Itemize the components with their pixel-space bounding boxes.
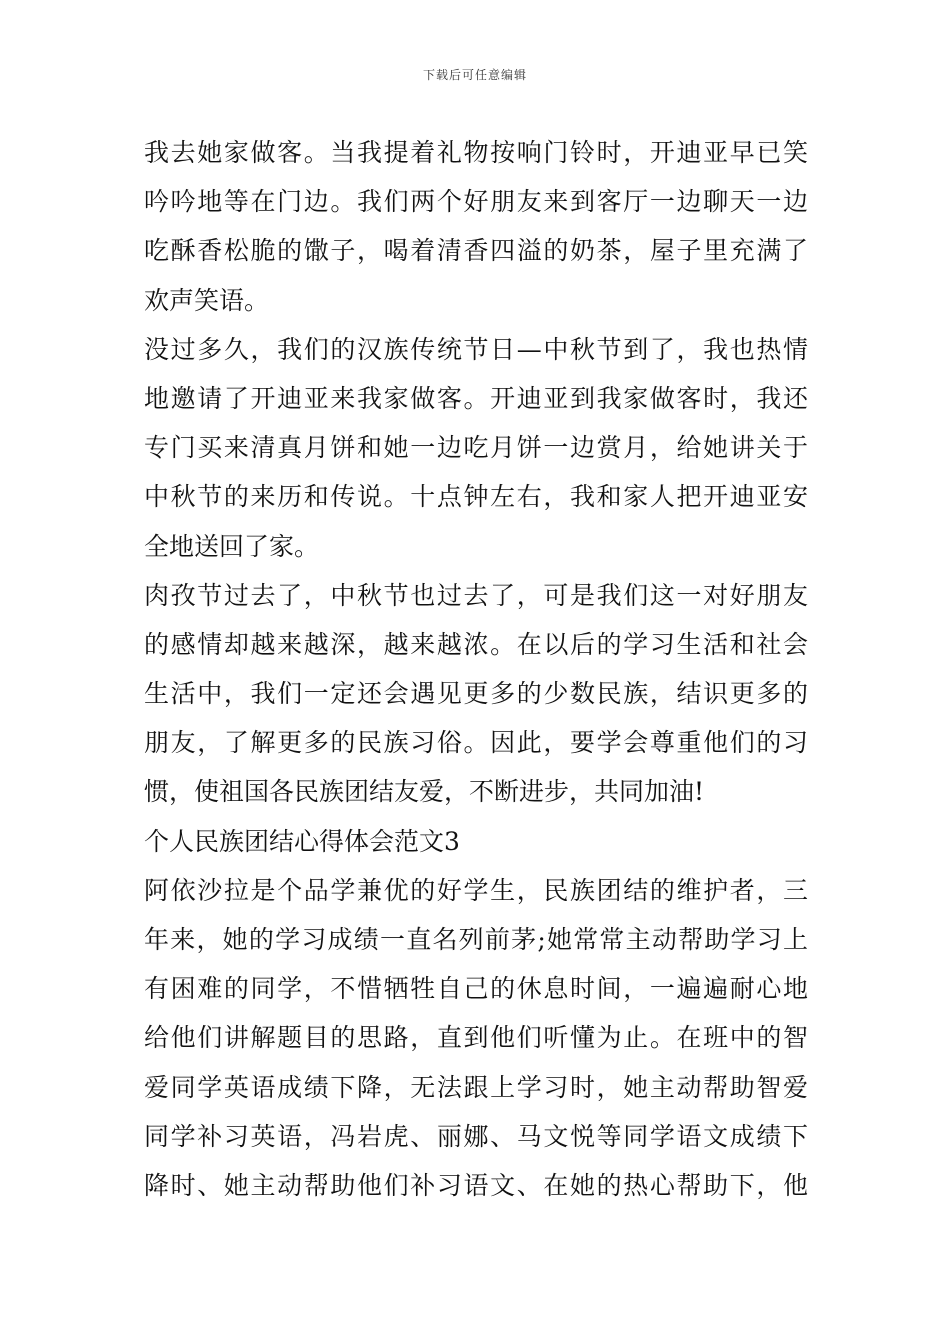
text-line: 的感情却越来越深，越来越浓。在以后的学习生活和社会 (144, 629, 808, 659)
paragraph-end-line: 全地送回了家。 (144, 531, 320, 561)
text-line: 朋友，了解更多的民族习俗。因此，要学会尊重他们的习 (144, 728, 808, 758)
text-line: 地邀请了开迪亚来我家做客。开迪亚到我家做客时，我还 (144, 383, 808, 413)
text-line: 同学补习英语，冯岩虎、丽娜、马文悦等同学语文成绩下 (144, 1121, 808, 1151)
text-line: 我去她家做客。当我提着礼物按响门铃时，开迪亚早已笑 (144, 138, 808, 167)
document-body (144, 128, 808, 1210)
text-line: 给他们讲解题目的思路，直到他们听懂为止。在班中的智 (144, 1023, 808, 1053)
text-line: 专门买来清真月饼和她一边吃月饼一边赏月，给她讲关于 (144, 433, 808, 463)
text-line: 阿依沙拉是个品学兼优的好学生，民族团结的维护者，三 (144, 875, 808, 905)
paragraph-end-line: 惯，使祖国各民族团结友爱，不断进步，共同加油! (144, 777, 705, 807)
text-line: 中秋节的来历和传说。十点钟左右，我和家人把开迪亚安 (144, 482, 808, 512)
text-line: 降时、她主动帮助他们补习语文、在她的热心帮助下，他 (144, 1170, 808, 1200)
text-line: 年来，她的学习成绩一直名列前茅;她常常主动帮助学习上 (144, 925, 808, 954)
paragraph-end-line: 欢声笑语。 (144, 285, 270, 315)
section-heading: 个人民族团结心得体会范文3 (144, 826, 460, 856)
text-line: 吟吟地等在门边。我们两个好朋友来到客厅一边聊天一边 (144, 187, 808, 217)
text-line: 爱同学英语成绩下降，无法跟上学习时，她主动帮助智爱 (144, 1072, 808, 1102)
text-line: 肉孜节过去了，中秋节也过去了，可是我们这一对好朋友 (144, 580, 808, 610)
text-line: 有困难的同学，不惜牺牲自己的休息时间，一遍遍耐心地 (144, 974, 808, 1004)
page-header: 下载后可任意编辑 (422, 68, 527, 82)
text-line: 生活中，我们一定还会遇见更多的少数民族，结识更多的 (144, 679, 808, 709)
text-line: 吃酥香松脆的馓子，喝着清香四溢的奶茶，屋子里充满了 (144, 236, 808, 266)
text-line: 没过多久，我们的汉族传统节日—中秋节到了，我也热情 (144, 334, 808, 364)
